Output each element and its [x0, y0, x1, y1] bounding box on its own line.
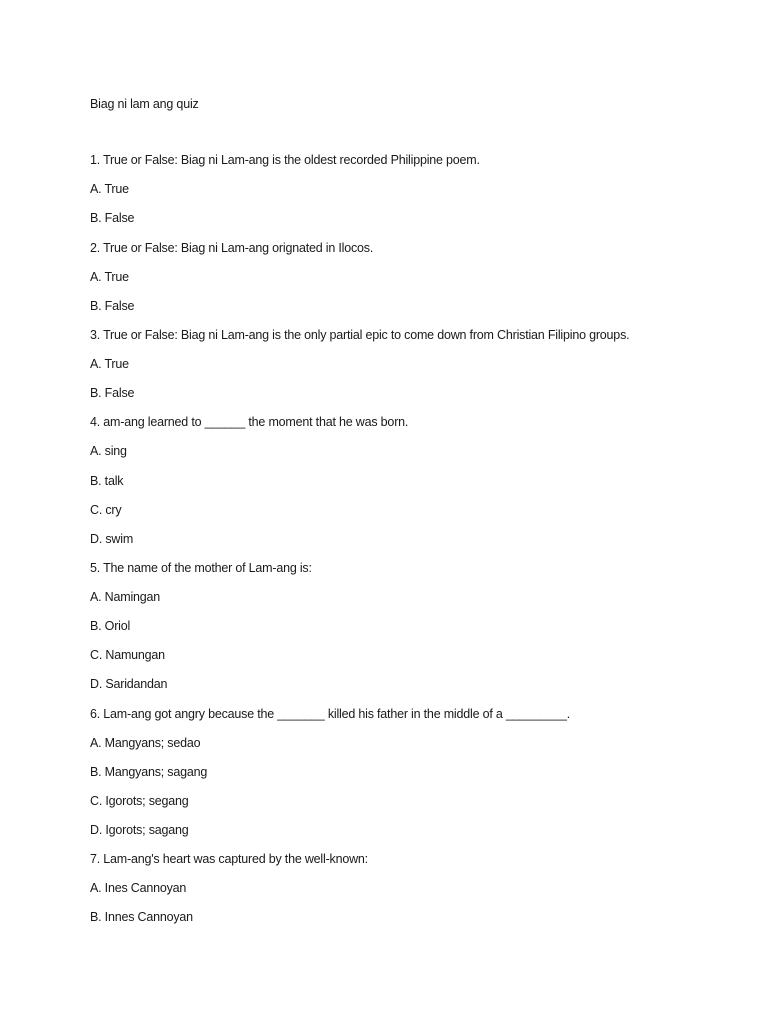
q1-option-b: B. False — [90, 211, 135, 225]
q2-option-a: A. True — [90, 270, 129, 284]
q6-option-c: C. Igorots; segang — [90, 794, 189, 808]
q6-option-b: B. Mangyans; sagang — [90, 765, 208, 779]
q4-option-b: B. talk — [90, 474, 124, 488]
q3-option-a: A. True — [90, 357, 129, 371]
question-6: 6. Lam-ang got angry because the _______ killed his father in the middle of a _________. — [90, 707, 570, 721]
q1-option-a: A. True — [90, 182, 129, 196]
question-7: 7. Lam-ang's heart was captured by the well-known: — [90, 852, 368, 866]
q5-option-d: D. Saridandan — [90, 677, 168, 691]
q7-option-a: A. Ines Cannoyan — [90, 881, 187, 895]
q6-option-a: A. Mangyans; sedao — [90, 736, 201, 750]
q5-option-a: A. Namingan — [90, 590, 161, 604]
q4-option-c: C. cry — [90, 503, 122, 517]
q6-option-d: D. Igorots; sagang — [90, 823, 189, 837]
q5-option-b: B. Oriol — [90, 619, 131, 633]
q2-option-b: B. False — [90, 299, 135, 313]
q5-option-c: C. Namungan — [90, 648, 165, 662]
question-1: 1. True or False: Biag ni Lam-ang is the oldest recorded Philippine poem. — [90, 153, 480, 167]
q4-option-a: A. sing — [90, 444, 127, 458]
question-2: 2. True or False: Biag ni Lam-ang orignated in Ilocos. — [90, 241, 374, 255]
question-5: 5. The name of the mother of Lam-ang is: — [90, 561, 312, 575]
q3-option-b: B. False — [90, 386, 135, 400]
q4-option-d: D. swim — [90, 532, 134, 546]
document-title: Biag ni lam ang quiz — [90, 97, 199, 111]
q7-option-b: B. Innes Cannoyan — [90, 910, 193, 924]
question-4: 4. am-ang learned to ______ the moment that he was born. — [90, 415, 409, 429]
question-3: 3. True or False: Biag ni Lam-ang is the only partial epic to come down from Christian Filipino groups. — [90, 328, 630, 342]
